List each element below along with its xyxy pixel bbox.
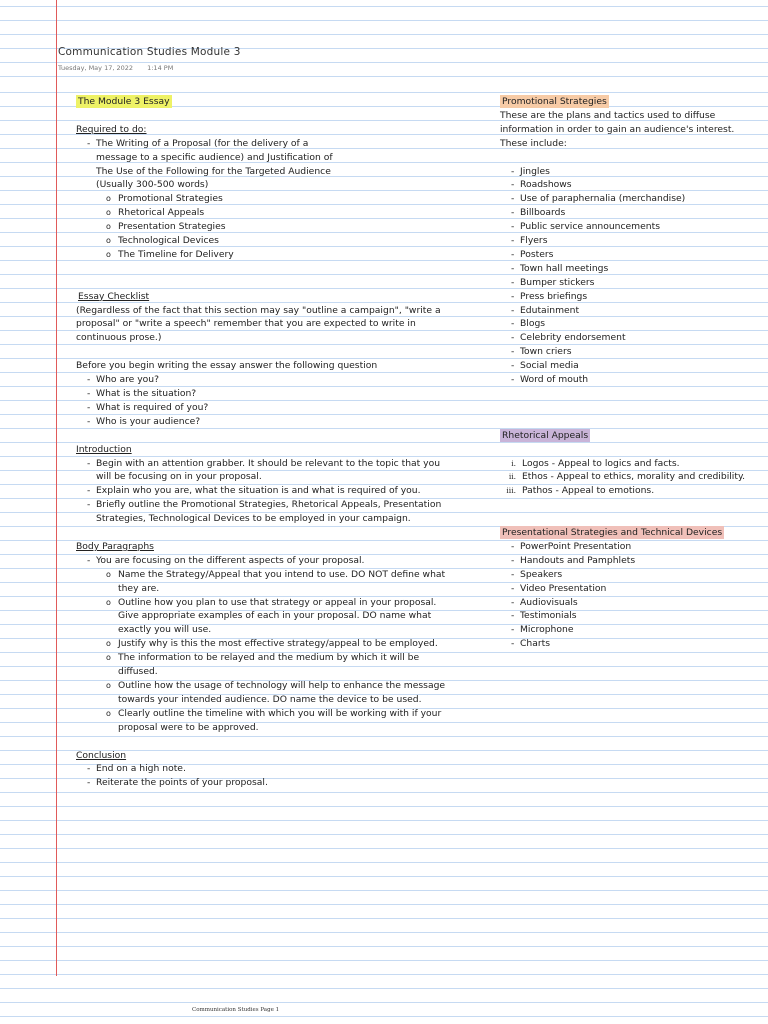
left-column: [76, 95, 456, 790]
intro-heading: Introduction: [76, 443, 132, 455]
list-item: - Briefly outline the Promotional Strategies, Rhetorical Appeals, Presentation Strategies, Technological Devices to be employed in your campaign.: [76, 498, 456, 526]
list-numeral: ii.: [508, 472, 516, 482]
list-item: o Technological Devices: [76, 234, 456, 248]
list-item: - Video Presentation: [500, 582, 762, 596]
list-item: - Social media: [500, 359, 762, 373]
page-time: 1:14 PM: [147, 64, 174, 72]
intro-list: [76, 457, 456, 527]
page-title: Communication Studies Module 3: [58, 46, 241, 58]
list-item: [500, 470, 762, 484]
list-item: o The Timeline for Delivery: [76, 248, 456, 262]
list-item: o Promotional Strategies: [76, 192, 456, 206]
checklist-heading: Essay Checklist: [78, 290, 150, 302]
essay-heading: The Module 3 Essay: [78, 96, 170, 107]
list-item: - Jingles: [500, 165, 762, 179]
promo-description: These are the plans and tactics used to diffuse information in order to gain an audience's interest. These include:: [500, 109, 735, 149]
essay-heading-row: [76, 95, 456, 109]
right-column: [500, 95, 762, 651]
list-numeral: iii.: [506, 486, 516, 496]
list-item: - Roadshows: [500, 178, 762, 192]
list-item: o Name the Strategy/Appeal that you intend to use. DO NOT define what they are.: [76, 568, 448, 596]
list-item: - Edutainment: [500, 304, 762, 318]
page-timestamp: [58, 64, 185, 72]
list-item: o Rhetorical Appeals: [76, 206, 456, 220]
list-item: o Presentation Strategies: [76, 220, 456, 234]
list-item: - Flyers: [500, 234, 762, 248]
list-item-text: Ethos - Appeal to ethics, morality and credibility.: [522, 471, 746, 483]
list-item: - Celebrity endorsement: [500, 331, 762, 345]
rhet-heading: Rhetorical Appeals: [502, 429, 589, 441]
list-item: - Reiterate the points of your proposal.: [76, 776, 456, 790]
list-item: - Audiovisuals: [500, 596, 762, 610]
list-item: - Use of paraphernalia (merchandise): [500, 192, 762, 206]
required-list: [76, 137, 456, 193]
before-text: Before you begin writing the essay answer the following question: [76, 360, 378, 372]
list-item: - PowerPoint Presentation: [500, 540, 762, 554]
pres-heading: Presentational Strategies and Technical Devices: [502, 527, 723, 539]
list-item: o Outline how the usage of technology will help to enhance the message towards your intended audience. DO name the device to be used.: [76, 679, 448, 707]
checklist-note: (Regardless of the fact that this section may say "outline a campaign", "write a proposal" or "write a speech" remember that you are expected to write in continuous prose.): [76, 304, 441, 344]
list-item: - Testimonials: [500, 609, 762, 623]
list-item: - End on a high note.: [76, 762, 456, 776]
list-item: - Billboards: [500, 206, 762, 220]
pres-heading-row: [500, 526, 762, 540]
required-heading: Required to do:: [76, 123, 147, 135]
list-item: - Speakers: [500, 568, 762, 582]
list-item: - Bumper stickers: [500, 276, 762, 290]
page-footer: Communication Studies Page 1: [192, 1007, 280, 1013]
conclusion-heading: Conclusion: [76, 749, 127, 761]
list-item: [500, 457, 762, 471]
list-item: - Begin with an attention grabber. It should be relevant to the topic that you will be focusing on in your proposal.: [76, 457, 456, 485]
body-sublist: [76, 568, 448, 735]
list-item-text: Pathos - Appeal to emotions.: [522, 485, 655, 497]
list-item: o Justify why is this the most effective strategy/appeal to be employed.: [76, 637, 448, 651]
list-item: - What is the situation?: [76, 387, 456, 401]
page-date: Tuesday, May 17, 2022: [58, 64, 134, 72]
list-item: - Posters: [500, 248, 762, 262]
list-item: - Town criers: [500, 345, 762, 359]
list-item: - Microphone: [500, 623, 762, 637]
required-sublist: [76, 192, 456, 262]
list-item: - Handouts and Pamphlets: [500, 554, 762, 568]
list-item: - Town hall meetings: [500, 262, 762, 276]
checklist-heading-row: [76, 290, 456, 304]
page-margin-line: [56, 0, 57, 976]
list-item: o The information to be relayed and the medium by which it will be diffused.: [76, 651, 448, 679]
questions-list: [76, 373, 456, 429]
rhet-list: [500, 457, 762, 499]
list-item-text: Logos - Appeal to logics and facts.: [522, 457, 680, 469]
list-item: - Who is your audience?: [76, 415, 456, 429]
list-item: [76, 137, 456, 193]
list-item: - Public service announcements: [500, 220, 762, 234]
list-item: - Charts: [500, 637, 762, 651]
promo-list: [500, 165, 762, 388]
rhet-heading-row: [500, 429, 762, 443]
conclusion-list: [76, 762, 456, 790]
list-item: o Outline how you plan to use that strategy or appeal in your proposal. Give appropriate examples of each in your proposal. DO name what exactly you will use.: [76, 596, 448, 638]
required-item-text: - The Writing of a Proposal (for the delivery of a message to a specific audience) and Justification of The Use of the Following for the Targeted Audience (Usually 300-500 words): [96, 137, 333, 191]
promo-heading: Promotional Strategies: [502, 96, 607, 107]
list-item: - Who are you?: [76, 373, 456, 387]
pres-list: [500, 540, 762, 651]
body-heading: Body Paragraphs: [76, 540, 154, 552]
list-item: o Clearly outline the timeline with which you will be working with if your proposal were to be approved.: [76, 707, 448, 735]
promo-heading-row: [500, 95, 762, 109]
list-item: - Explain who you are, what the situation is and what is required of you.: [76, 484, 456, 498]
list-item: - Word of mouth: [500, 373, 762, 387]
list-item: - Blogs: [500, 317, 762, 331]
list-item: - You are focusing on the different aspects of your proposal.: [76, 554, 456, 568]
list-numeral: i.: [511, 458, 516, 468]
body-list: [76, 554, 456, 568]
list-item: [500, 484, 762, 498]
list-item: - What is required of you?: [76, 401, 456, 415]
list-item: - Press briefings: [500, 290, 762, 304]
